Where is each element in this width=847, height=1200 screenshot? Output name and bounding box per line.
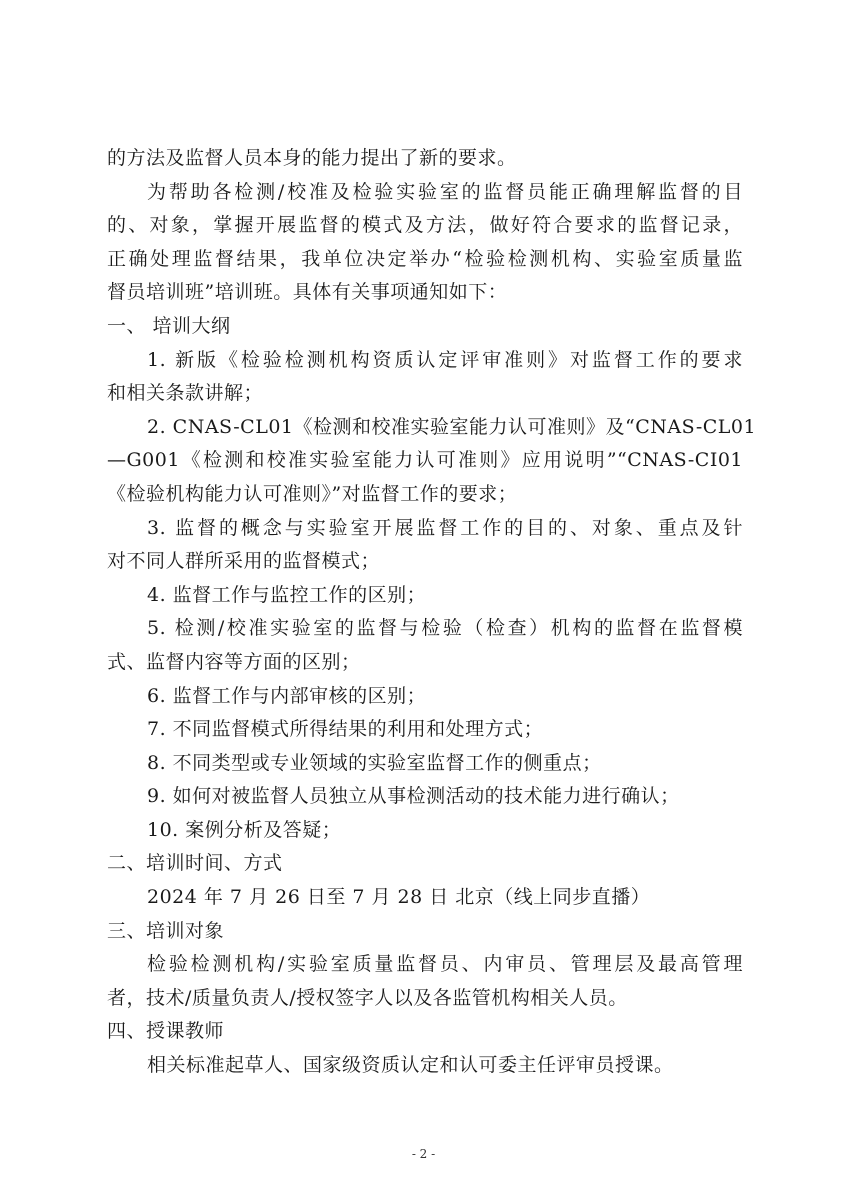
outline-item-2-cont: —G001《检测和校准实验室能力认可准则》应用说明”“CNAS-CI01 bbox=[107, 449, 743, 472]
outline-item-2: 2. CNAS-CL01《检测和校准实验室能力认可准则》及“CNAS-CL01 bbox=[147, 415, 757, 438]
outline-item-6: 6. 监督工作与内部审核的区别； bbox=[147, 684, 427, 707]
paragraph-line: 的、对象，掌握开展监督的模式及方法，做好符合要求的监督记录， bbox=[107, 214, 743, 237]
audience-text-cont: 者，技术/质量负责人/授权签字人以及各监管机构相关人员。 bbox=[107, 986, 628, 1009]
outline-item-4: 4. 监督工作与监控工作的区别； bbox=[147, 583, 427, 606]
section-heading-teachers: 四、授课教师 bbox=[107, 1020, 225, 1043]
outline-item-5-cont: 式、监督内容等方面的区别； bbox=[107, 650, 361, 673]
page-number: - 2 - bbox=[411, 1147, 436, 1161]
section-heading-outline: 一、 培训大纲 bbox=[107, 314, 231, 337]
paragraph-line: 的方法及监督人员本身的能力提出了新的要求。 bbox=[107, 147, 517, 169]
paragraph-line: 正确处理监督结果，我单位决定举办“检验检测机构、实验室质量监 bbox=[107, 247, 743, 270]
section-heading-audience: 三、培训对象 bbox=[107, 919, 225, 942]
training-time-text: 2024 年 7 月 26 日至 7 月 28 日 北京（线上同步直播） bbox=[147, 886, 651, 909]
outline-item-7: 7. 不同监督模式所得结果的利用和处理方式； bbox=[147, 718, 544, 741]
outline-item-1: 1. 新版《检验检测机构资质认定评审准则》对监督工作的要求 bbox=[147, 348, 743, 371]
outline-item-3-cont: 对不同人群所采用的监督模式； bbox=[107, 550, 381, 573]
document-body bbox=[107, 142, 757, 1083]
section-heading-time: 二、培训时间、方式 bbox=[107, 852, 283, 875]
outline-item-5: 5. 检测/校准实验室的监督与检验（检查）机构的监督在监督模 bbox=[147, 617, 743, 640]
audience-text: 检验检测机构/实验室质量监督员、内审员、管理层及最高管理 bbox=[147, 953, 743, 976]
paragraph-line: 督员培训班”培训班。具体有关事项通知如下： bbox=[107, 281, 508, 304]
outline-item-9: 9. 如何对被监督人员独立从事检测活动的技术能力进行确认； bbox=[147, 785, 680, 808]
outline-item-10: 10. 案例分析及答疑； bbox=[147, 818, 342, 841]
outline-item-2-cont: 《检验机构能力认可准则》”对监督工作的要求； bbox=[107, 482, 518, 505]
outline-item-3: 3. 监督的概念与实验室开展监督工作的目的、对象、重点及针 bbox=[147, 516, 743, 539]
paragraph-line: 为帮助各检测/校准及检验实验室的监督员能正确理解监督的目 bbox=[147, 180, 743, 203]
outline-item-1-cont: 和相关条款讲解； bbox=[107, 382, 264, 405]
teachers-text: 相关标准起草人、国家级资质认定和认可委主任评审员授课。 bbox=[147, 1054, 674, 1077]
outline-item-8: 8. 不同类型或专业领域的实验室监督工作的侧重点； bbox=[147, 751, 602, 774]
